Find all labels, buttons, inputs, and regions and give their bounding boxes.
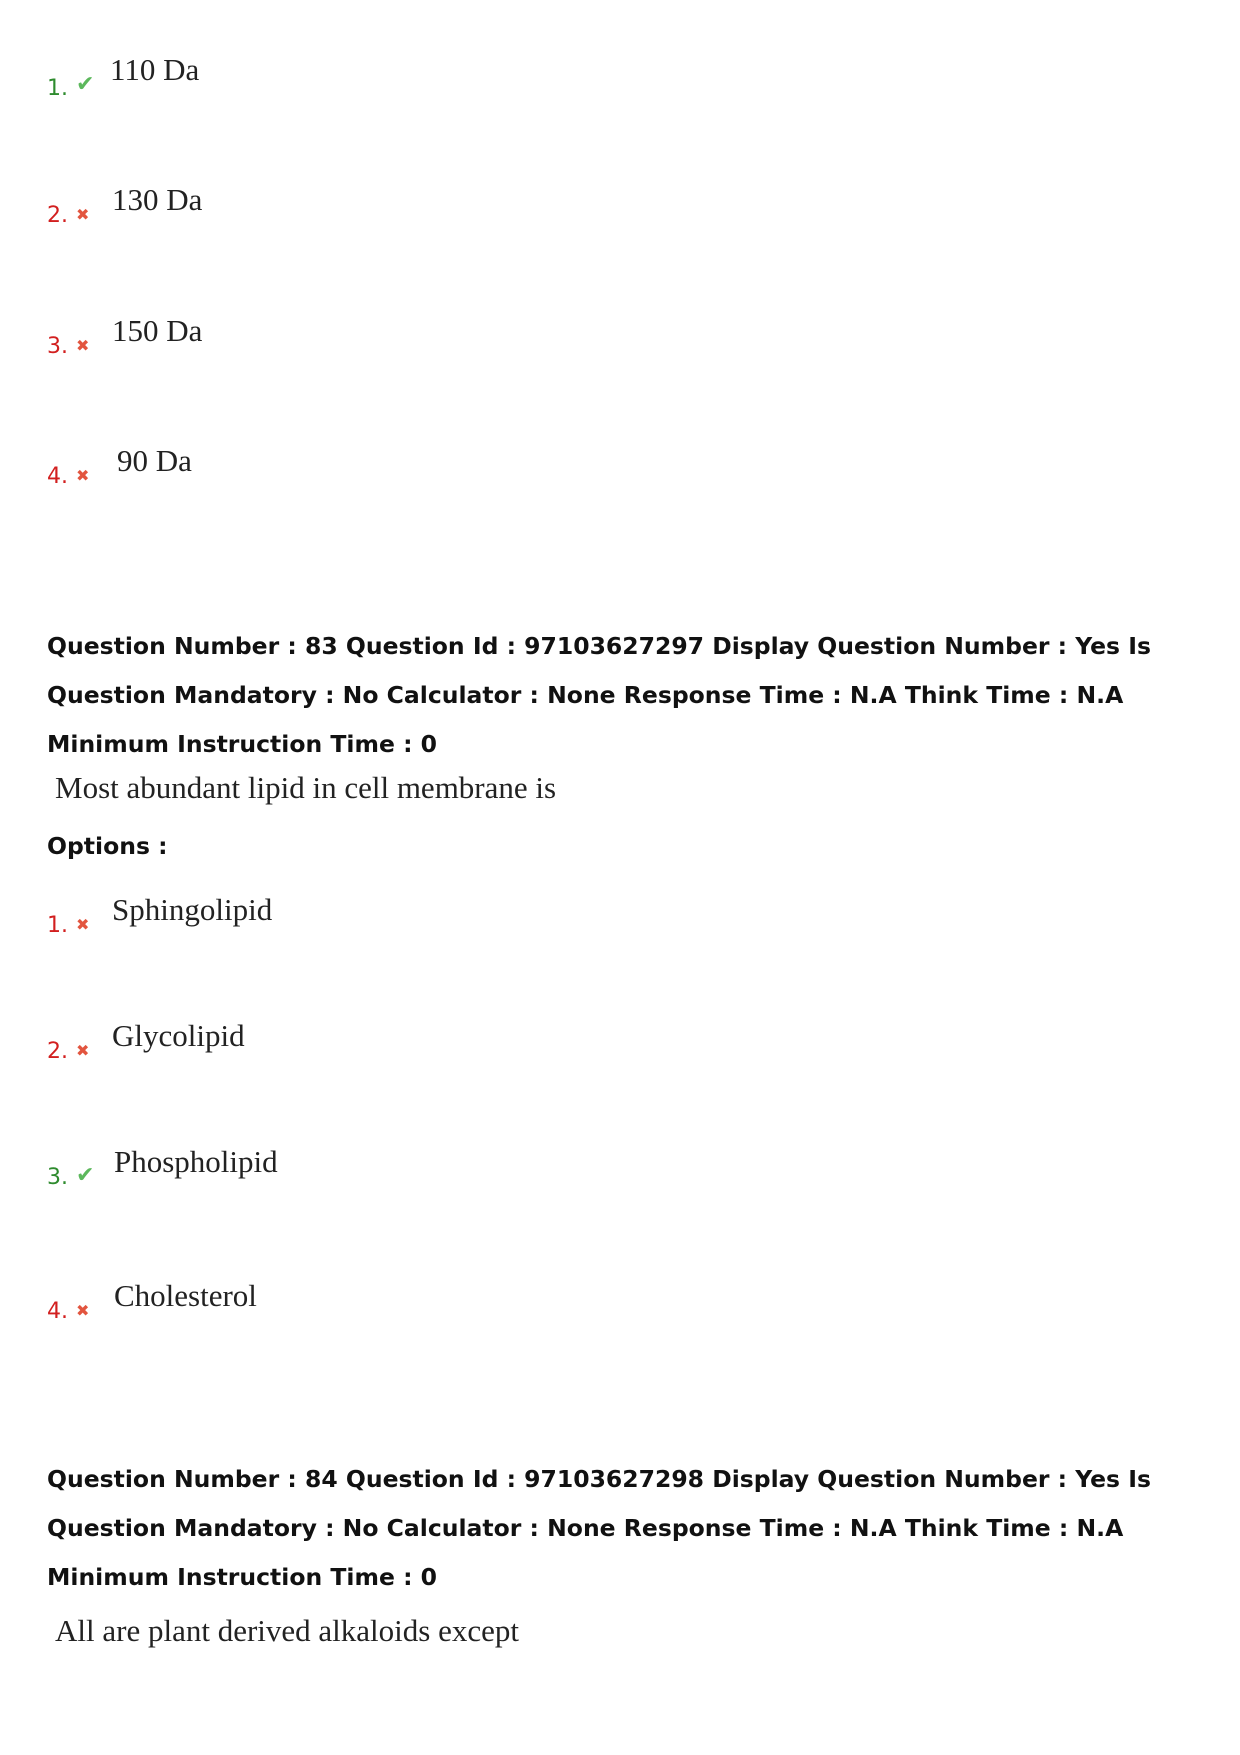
question-83-meta: Question Number : 83 Question Id : 97103627297 Display Question Number : Yes Is Question Mandatory : No Calculator : None Response Time : N.A Think Time : N.A Minimum Instruction Time : 0	[47, 632, 1151, 758]
cross-icon: ✖	[76, 205, 90, 224]
option-number: 3.	[47, 334, 68, 359]
option-number: 2.	[47, 1039, 68, 1064]
cross-icon: ✖	[76, 915, 90, 934]
option-text: 130 Da	[112, 182, 203, 217]
option-text: Glycolipid	[112, 1018, 245, 1053]
option-number: 1.	[47, 913, 68, 938]
option-text: 150 Da	[112, 313, 203, 348]
option-text: 90 Da	[117, 443, 192, 478]
check-icon: ✔	[76, 1163, 95, 1188]
option-number: 4.	[47, 1299, 68, 1324]
question-84-text: All are plant derived alkaloids except	[55, 1613, 519, 1648]
cross-icon: ✖	[76, 466, 90, 485]
question-83-options-label: Options :	[47, 832, 168, 860]
option-text: Phospholipid	[114, 1144, 278, 1179]
option-number: 3.	[47, 1165, 68, 1190]
check-icon: ✔	[76, 72, 95, 97]
option-text: Cholesterol	[114, 1278, 257, 1313]
question-83-text: Most abundant lipid in cell membrane is	[55, 770, 557, 805]
option-number: 1.	[47, 76, 68, 101]
option-text: 110 Da	[110, 52, 200, 87]
cross-icon: ✖	[76, 336, 90, 355]
cross-icon: ✖	[76, 1301, 90, 1320]
cross-icon: ✖	[76, 1041, 90, 1060]
question-84-meta: Question Number : 84 Question Id : 97103627298 Display Question Number : Yes Is Question Mandatory : No Calculator : None Response Time : N.A Think Time : N.A Minimum Instruction Time : 0	[47, 1465, 1151, 1591]
option-number: 2.	[47, 203, 68, 228]
option-number: 4.	[47, 464, 68, 489]
option-text: Sphingolipid	[112, 892, 273, 927]
